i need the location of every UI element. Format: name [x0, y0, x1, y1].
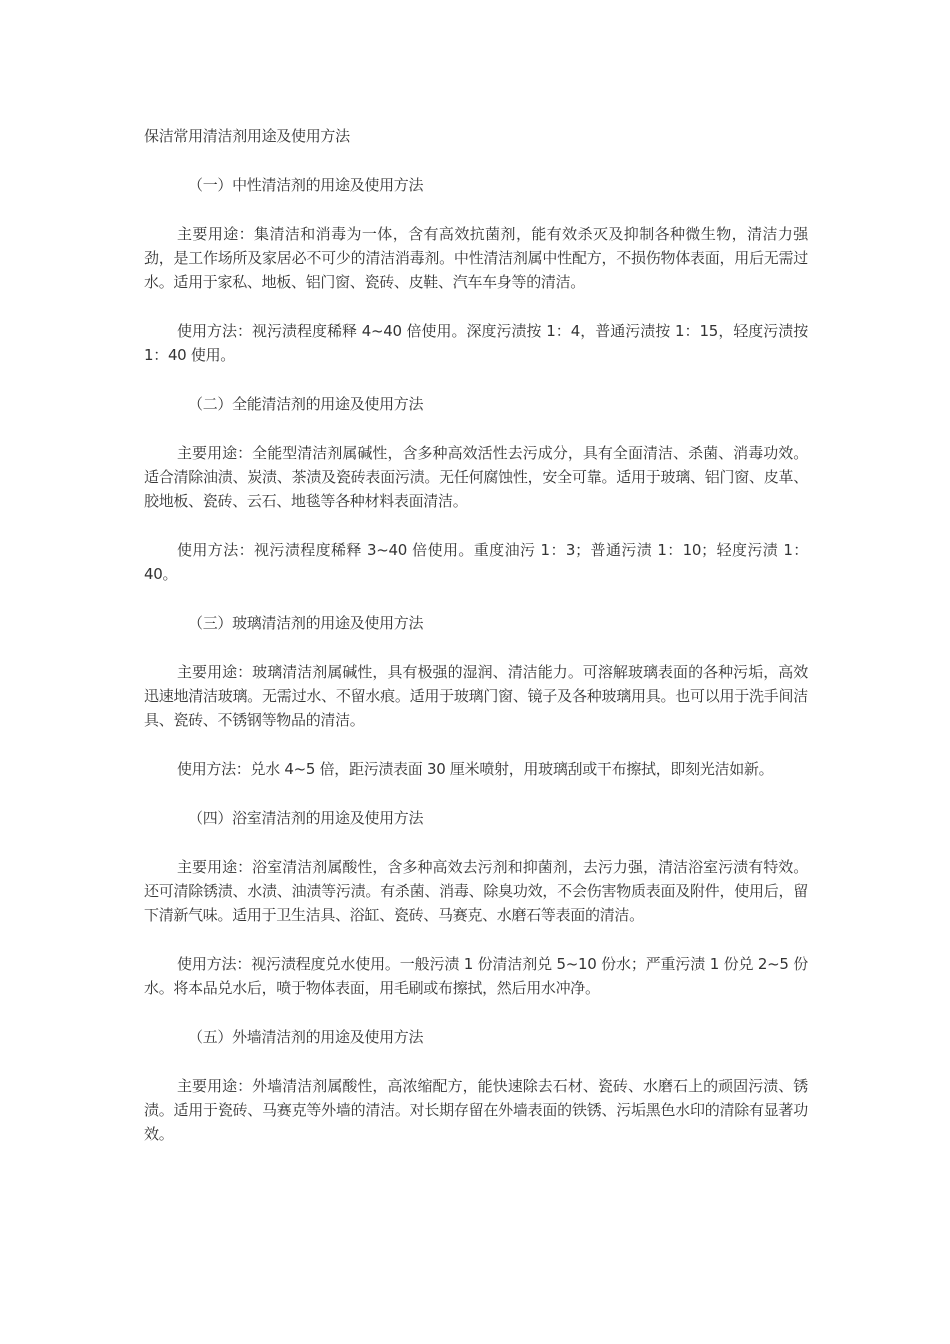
section-exterior-wall-cleaner: [144, 1025, 808, 1146]
usage-paragraph: 主要用途：浴室清洁剂属酸性，含多种高效去污剂和抑菌剂，去污力强，清洁浴室污渍有特效。还可清除锈渍、水渍、油渍等污渍。有杀菌、消毒、除臭功效，不会伤害物质表面及附件，使用后，留下清新气味。适用于卫生洁具、浴缸、瓷砖、马赛克、水磨石等表面的清洁。: [144, 858, 808, 924]
section-heading: （五）外墙清洁剂的用途及使用方法: [188, 1028, 424, 1046]
usage-paragraph: 主要用途：集清洁和消毒为一体，含有高效抗菌剂，能有效杀灭及抑制各种微生物，清洁力强劲，是工作场所及家居必不可少的清洁消毒剂。中性清洁剂属中性配方，不损伤物体表面，用后无需过水。适用于家私、地板、铝门窗、瓷砖、皮鞋、汽车车身等的清洁。: [144, 225, 808, 291]
usage-paragraph: 主要用途：全能型清洁剂属碱性，含多种高效活性去污成分，具有全面清洁、杀菌、消毒功效。适合清除油渍、炭渍、茶渍及瓷砖表面污渍。无任何腐蚀性，安全可靠。适用于玻璃、铝门窗、皮革、胶地板、瓷砖、云石、地毯等各种材料表面清洁。: [144, 444, 808, 510]
method-paragraph: 使用方法：视污渍程度稀释 4~40 倍使用。深度污渍按 1：4，普通污渍按 1：15，轻度污渍按 1：40 使用。: [144, 322, 808, 364]
section-all-purpose-cleaner: [144, 392, 808, 586]
section-heading: （二）全能清洁剂的用途及使用方法: [188, 395, 424, 413]
section-heading: （四）浴室清洁剂的用途及使用方法: [188, 809, 424, 827]
section-neutral-cleaner: [144, 173, 808, 367]
section-bathroom-cleaner: [144, 806, 808, 1000]
usage-paragraph: 主要用途：玻璃清洁剂属碱性，具有极强的湿润、清洁能力。可溶解玻璃表面的各种污垢，高效迅速地清洁玻璃。无需过水、不留水痕。适用于玻璃门窗、镜子及各种玻璃用具。也可以用于洗手间洁具、瓷砖、不锈钢等物品的清洁。: [144, 663, 808, 729]
section-heading: （三）玻璃清洁剂的用途及使用方法: [188, 614, 424, 632]
document-body: [144, 124, 808, 1171]
method-paragraph: 使用方法：视污渍程度兑水使用。一般污渍 1 份清洁剂兑 5~10 份水；严重污渍 1 份兑 2~5 份水。将本品兑水后，喷于物体表面，用毛刷或布擦拭，然后用水冲净。: [144, 955, 808, 997]
usage-paragraph: 主要用途：外墙清洁剂属酸性，高浓缩配方，能快速除去石材、瓷砖、水磨石上的顽固污渍、锈渍。适用于瓷砖、马赛克等外墙的清洁。对长期存留在外墙表面的铁锈、污垢黑色水印的清除有显著功效。: [144, 1077, 808, 1143]
method-paragraph: 使用方法：兑水 4~5 倍，距污渍表面 30 厘米喷射，用玻璃刮或干布擦拭，即刻光洁如新。: [177, 760, 774, 778]
document-title: 保洁常用清洁剂用途及使用方法: [144, 127, 350, 145]
section-heading: （一）中性清洁剂的用途及使用方法: [188, 176, 424, 194]
method-paragraph: 使用方法：视污渍程度稀释 3~40 倍使用。重度油污 1：3；普通污渍 1：10；轻度污渍 1：40。: [144, 541, 808, 583]
section-glass-cleaner: [144, 611, 808, 781]
